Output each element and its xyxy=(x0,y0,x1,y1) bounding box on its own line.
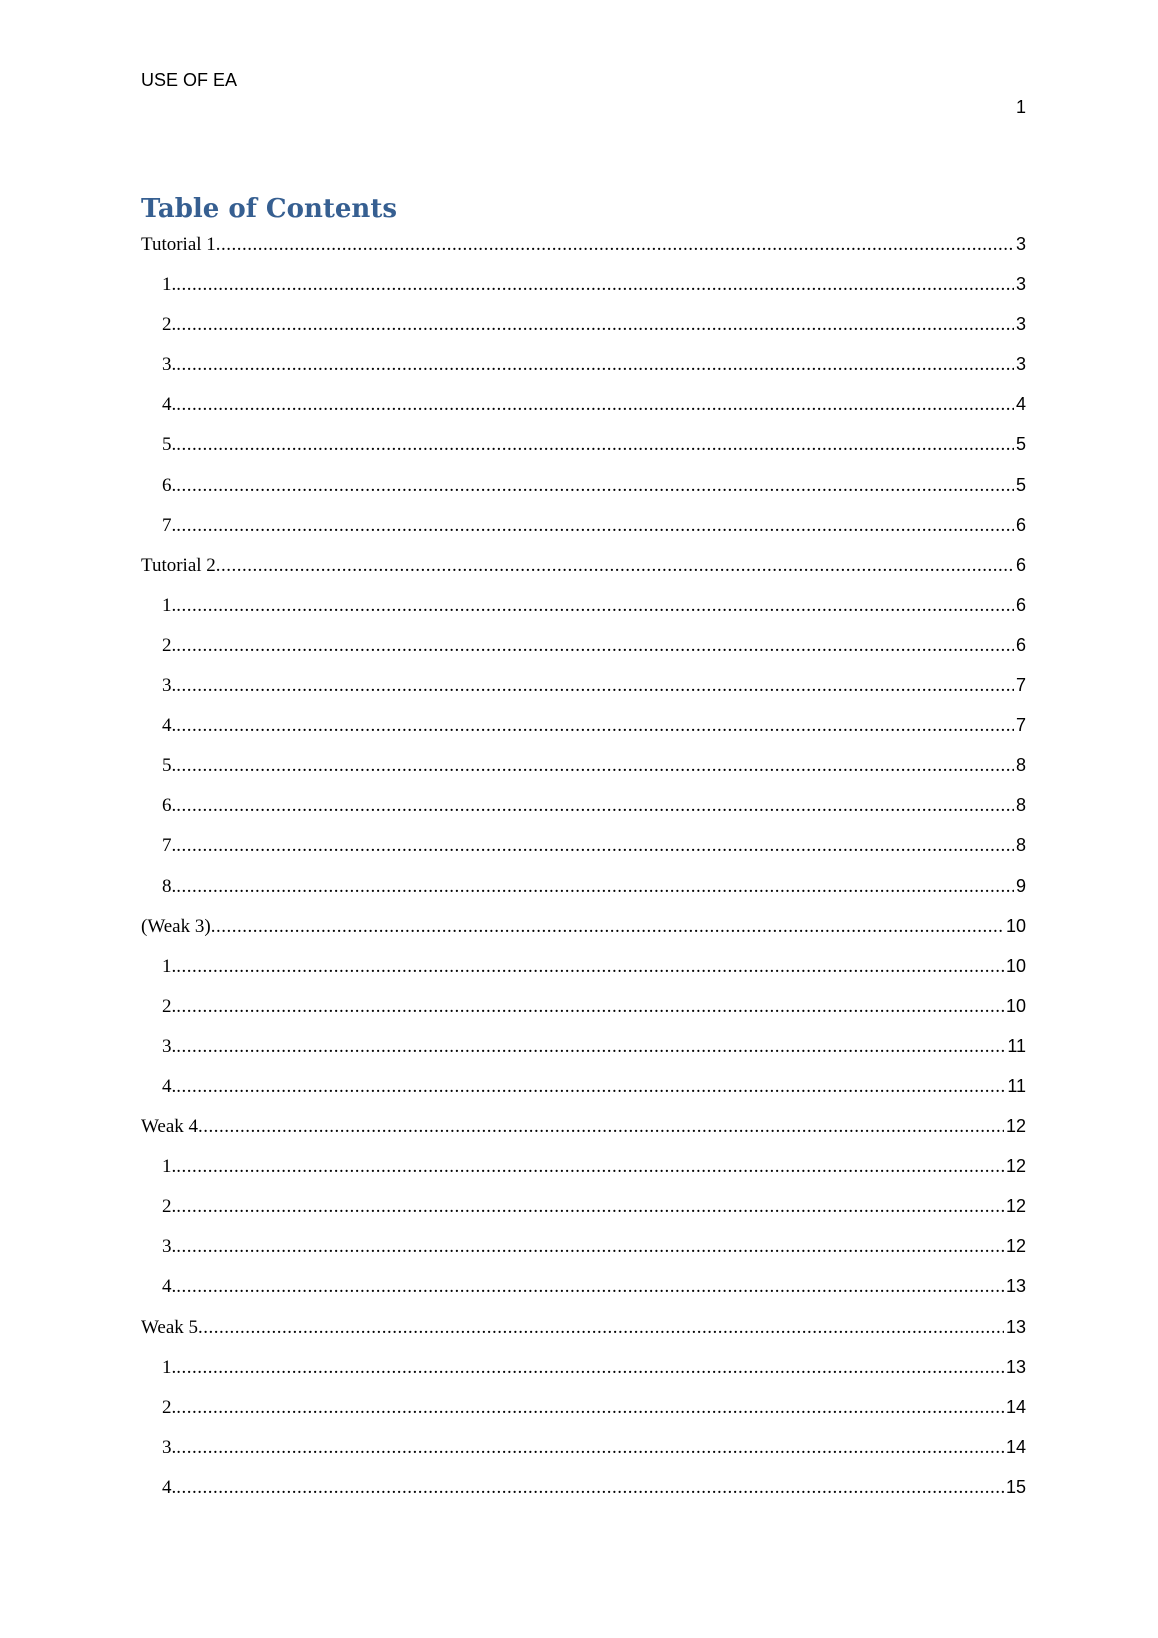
toc-entry-label: 4. xyxy=(162,394,177,416)
toc-subentry[interactable] xyxy=(141,1236,1026,1276)
toc-section-entry[interactable] xyxy=(141,555,1026,595)
toc-entry-label: 2. xyxy=(162,314,177,336)
toc-entry-page-number: 8 xyxy=(1015,795,1026,816)
toc-entry-label: Weak 4 xyxy=(141,1116,199,1138)
toc-dot-leader xyxy=(176,795,1014,817)
toc-subentry[interactable] xyxy=(141,675,1026,715)
toc-entry-page-number: 15 xyxy=(1005,1476,1026,1497)
toc-dot-leader xyxy=(176,1397,1004,1419)
toc-subentry[interactable] xyxy=(141,434,1026,474)
toc-dot-leader xyxy=(216,234,1014,256)
toc-entry-page-number: 8 xyxy=(1015,755,1026,776)
toc-entry-label: Tutorial 1 xyxy=(141,234,216,255)
toc-dot-leader xyxy=(176,1156,1004,1178)
toc-dot-leader xyxy=(176,1236,1004,1258)
toc-subentry[interactable] xyxy=(141,274,1026,314)
toc-dot-leader xyxy=(176,274,1014,296)
toc-subentry[interactable] xyxy=(141,1036,1026,1076)
toc-dot-leader xyxy=(198,1317,1004,1339)
running-head: USE OF EA xyxy=(141,70,238,90)
toc-entry-label: 7. xyxy=(162,835,177,857)
toc-entry-page-number: 3 xyxy=(1015,314,1026,335)
toc-entry-page-number: 12 xyxy=(1005,1196,1026,1217)
toc-dot-leader xyxy=(176,1437,1004,1459)
toc-entry-page-number: 6 xyxy=(1015,634,1026,655)
toc-dot-leader xyxy=(176,475,1014,497)
toc-subentry[interactable] xyxy=(141,1357,1026,1397)
toc-entry-label: Tutorial 2 xyxy=(141,554,216,576)
toc-entry-label: 2. xyxy=(162,995,177,1017)
toc-subentry[interactable] xyxy=(141,755,1026,795)
toc-entry-page-number: 7 xyxy=(1015,675,1026,696)
toc-entry-label: 7. xyxy=(162,514,177,536)
toc-dot-leader xyxy=(176,515,1014,537)
toc-entry-label: 4. xyxy=(162,1276,177,1298)
toc-subentry[interactable] xyxy=(141,394,1026,434)
toc-entry-page-number: 6 xyxy=(1015,554,1026,575)
toc-title: Table of Contents xyxy=(141,194,397,224)
toc-subentry[interactable] xyxy=(141,996,1026,1036)
toc-entry-page-number: 14 xyxy=(1005,1436,1026,1457)
toc-subentry[interactable] xyxy=(141,1477,1026,1517)
toc-entry-page-number: 11 xyxy=(1007,1075,1026,1096)
toc-entry-page-number: 4 xyxy=(1015,394,1026,415)
toc-entry-label: 6. xyxy=(162,795,177,817)
toc-dot-leader xyxy=(176,996,1004,1018)
toc-dot-leader xyxy=(176,1477,1004,1499)
toc-subentry[interactable] xyxy=(141,1076,1026,1116)
toc-dot-leader xyxy=(176,434,1014,456)
toc-subentry[interactable] xyxy=(141,635,1026,675)
toc-entry-label: 1. xyxy=(162,1356,177,1378)
toc-dot-leader xyxy=(176,675,1014,697)
toc-subentry[interactable] xyxy=(141,354,1026,394)
toc-entry-label: 4. xyxy=(162,1476,177,1498)
toc-entry-page-number: 3 xyxy=(1015,274,1026,295)
toc-subentry[interactable] xyxy=(141,515,1026,555)
toc-entry-page-number: 12 xyxy=(1005,1116,1026,1137)
toc-entry-label: 5. xyxy=(162,434,177,456)
toc-entry-label: 4. xyxy=(162,715,177,737)
toc-entry-page-number: 3 xyxy=(1015,234,1026,254)
toc-entry-page-number: 10 xyxy=(1005,995,1026,1016)
toc-dot-leader xyxy=(211,916,1004,938)
toc-entry-label: 3. xyxy=(162,1436,177,1458)
toc-entry-page-number: 9 xyxy=(1015,875,1026,896)
toc-dot-leader xyxy=(176,1357,1004,1379)
toc-section-entry[interactable] xyxy=(141,234,1026,274)
toc-entry-page-number: 13 xyxy=(1005,1276,1026,1297)
toc-entry-label: (Weak 3) xyxy=(141,915,211,937)
toc-dot-leader xyxy=(176,1196,1004,1218)
toc-entry-page-number: 6 xyxy=(1015,594,1026,615)
toc-section-entry[interactable] xyxy=(141,1116,1026,1156)
toc-entry-label: 1. xyxy=(162,274,177,296)
toc-dot-leader xyxy=(198,1116,1004,1138)
toc-dot-leader xyxy=(216,555,1014,577)
toc-entry-page-number: 10 xyxy=(1005,915,1026,936)
toc-subentry[interactable] xyxy=(141,475,1026,515)
toc-entry-page-number: 13 xyxy=(1005,1316,1026,1337)
toc-entry-label: 3. xyxy=(162,1236,177,1258)
toc-entry-label: 3. xyxy=(162,354,177,376)
toc-entry-label: 2. xyxy=(162,634,177,656)
toc-dot-leader xyxy=(176,635,1014,657)
toc-subentry[interactable] xyxy=(141,835,1026,875)
toc-entry-page-number: 5 xyxy=(1015,474,1026,495)
toc-dot-leader xyxy=(176,1276,1004,1298)
toc-entries xyxy=(141,234,1026,1517)
toc-dot-leader xyxy=(176,314,1014,336)
toc-entry-label: 1. xyxy=(162,955,177,977)
toc-entry-page-number: 11 xyxy=(1007,1035,1026,1056)
toc-entry-label: 1. xyxy=(162,1156,177,1178)
toc-dot-leader xyxy=(176,755,1014,777)
toc-entry-label: 2. xyxy=(162,1396,177,1418)
toc-dot-leader xyxy=(176,595,1014,617)
toc-dot-leader xyxy=(176,956,1004,978)
toc-subentry[interactable] xyxy=(141,715,1026,755)
toc-entry-page-number: 10 xyxy=(1005,955,1026,976)
toc-dot-leader xyxy=(176,1076,1005,1098)
toc-subentry[interactable] xyxy=(141,1437,1026,1477)
toc-dot-leader xyxy=(176,354,1014,376)
toc-subentry[interactable] xyxy=(141,876,1026,916)
toc-entry-page-number: 3 xyxy=(1015,354,1026,375)
toc-entry-page-number: 12 xyxy=(1005,1156,1026,1177)
toc-entry-page-number: 5 xyxy=(1015,434,1026,455)
toc-entry-label: 1. xyxy=(162,594,177,616)
toc-dot-leader xyxy=(176,394,1014,416)
toc-subentry[interactable] xyxy=(141,1156,1026,1196)
toc-entry-label: 3. xyxy=(162,1035,177,1057)
toc-subentry[interactable] xyxy=(141,956,1026,996)
page-number: 1 xyxy=(1015,97,1026,117)
toc-entry-page-number: 12 xyxy=(1005,1236,1026,1257)
toc-entry-label: 4. xyxy=(162,1075,177,1097)
toc-subentry[interactable] xyxy=(141,1276,1026,1316)
toc-dot-leader xyxy=(176,1036,1005,1058)
toc-section-entry[interactable] xyxy=(141,916,1026,956)
toc-entry-page-number: 6 xyxy=(1015,514,1026,535)
toc-subentry[interactable] xyxy=(141,595,1026,635)
toc-entry-page-number: 7 xyxy=(1015,715,1026,736)
toc-entry-label: Weak 5 xyxy=(141,1316,199,1338)
toc-subentry[interactable] xyxy=(141,1196,1026,1236)
toc-dot-leader xyxy=(176,876,1014,898)
toc-dot-leader xyxy=(176,835,1014,857)
toc-entry-label: 6. xyxy=(162,474,177,496)
toc-section-entry[interactable] xyxy=(141,1317,1026,1357)
toc-subentry[interactable] xyxy=(141,1397,1026,1437)
toc-subentry[interactable] xyxy=(141,795,1026,835)
toc-dot-leader xyxy=(176,715,1014,737)
table-of-contents xyxy=(141,190,1026,1517)
toc-entry-page-number: 14 xyxy=(1005,1396,1026,1417)
toc-entry-label: 5. xyxy=(162,755,177,777)
toc-entry-page-number: 8 xyxy=(1015,835,1026,856)
toc-subentry[interactable] xyxy=(141,314,1026,354)
toc-entry-label: 3. xyxy=(162,675,177,697)
toc-entry-page-number: 13 xyxy=(1005,1356,1026,1377)
toc-entry-label: 8. xyxy=(162,875,177,897)
toc-entry-label: 2. xyxy=(162,1196,177,1218)
